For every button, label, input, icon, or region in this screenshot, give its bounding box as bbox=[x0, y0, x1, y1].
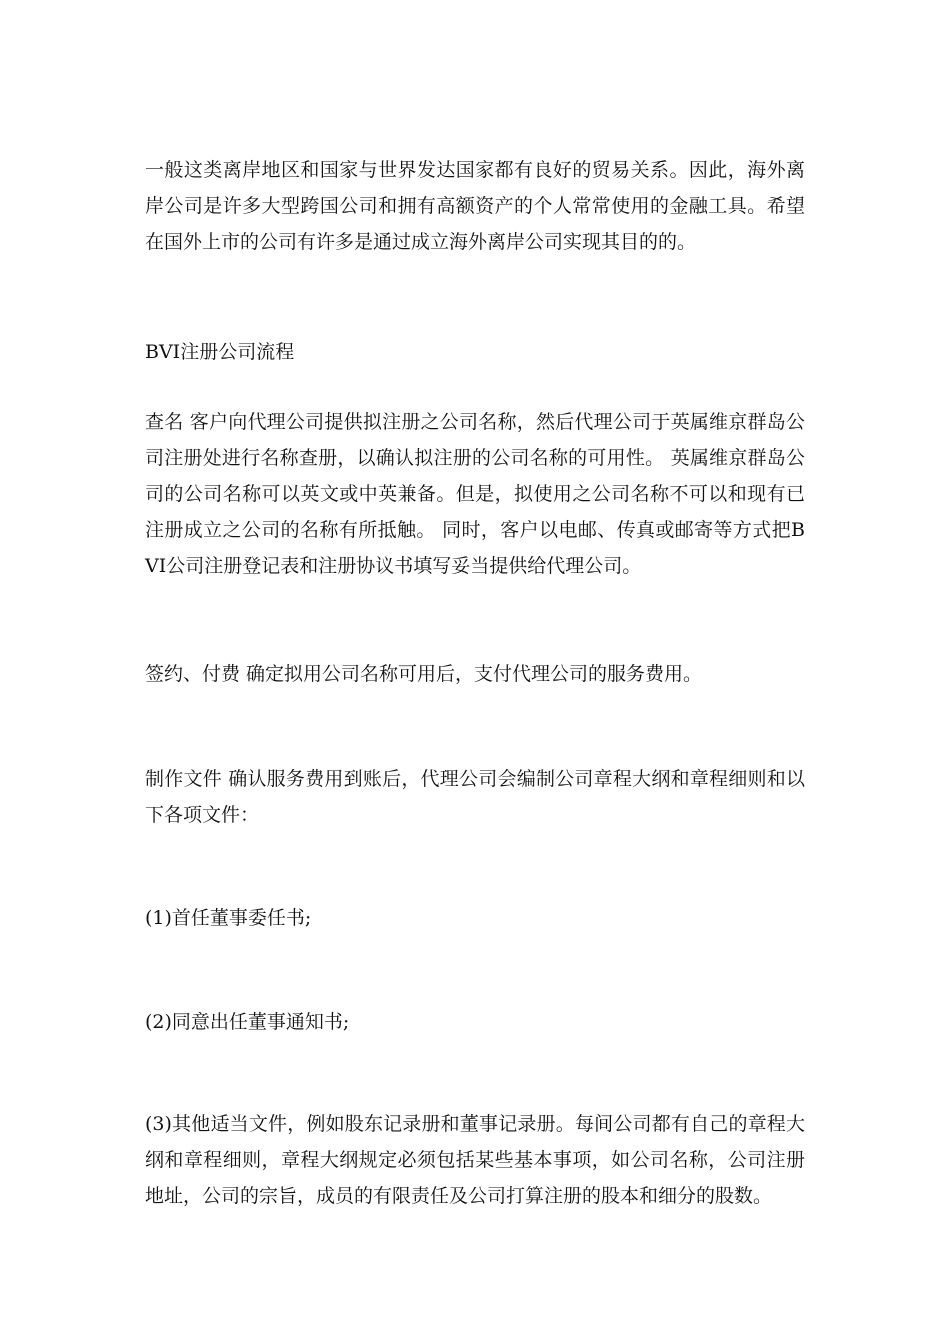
paragraph-offshore-intro: 一般这类离岸地区和国家与世界发达国家都有良好的贸易关系。因此，海外离岸公司是许多大型跨国公司和拥有高额资产的个人常常使用的金融工具。希望在国外上市的公司有许多是通过成立海外离岸公司实现其目的的。 bbox=[145, 159, 805, 253]
paragraph-name-search: 查名 客户向代理公司提供拟注册之公司名称，然后代理公司于英属维京群岛公司注册处进行名称查册，以确认拟注册的公司名称的可用性。 英属维京群岛公司的公司名称可以英文或中英兼备。但是，拟使用之公司名称不可以和现有已注册成立之公司的名称有所抵触。 同时，客户以电邮、传真或邮寄等方式把BVI公司注册登记表和注册协议书填写妥当提供给代理公司。 bbox=[145, 411, 805, 577]
paragraph-sign-pay: 签约、付费 确定拟用公司名称可用后，支付代理公司的服务费用。 bbox=[145, 663, 703, 685]
paragraph-prepare-documents: 制作文件 确认服务费用到账后，代理公司会编制公司章程大纲和章程细则和以下各项文件： bbox=[145, 768, 805, 826]
list-item-other-documents: (3)其他适当文件，例如股东记录册和董事记录册。每间公司都有自己的章程大纲和章程细则，章程大纲规定必须包括某些基本事项，如公司名称，公司注册地址，公司的宗旨，成员的有限责任及公司打算注册的股本和细分的股数。 bbox=[145, 1113, 805, 1207]
list-item-first-director-appointment: (1)首任董事委任书; bbox=[145, 907, 312, 929]
list-item-director-consent: (2)同意出任董事通知书; bbox=[145, 1011, 350, 1033]
section-heading-bvi-process: BVI注册公司流程 bbox=[145, 341, 295, 363]
